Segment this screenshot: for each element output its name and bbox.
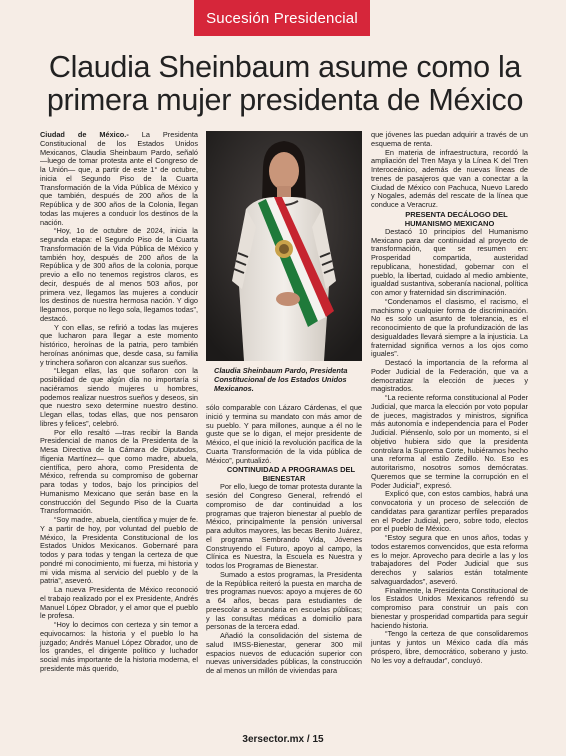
paragraph: Explicó que, con estos cambios, habrá una convocatoria y un proceso de selección de candidatas para garantizar perfiles preparados en el Poder Judicial, pero, sobre todo, electos por el pueblo de México. <box>371 489 528 534</box>
headline: Claudia Sheinbaum asume como la primera mujer presidenta de México <box>46 50 524 117</box>
paragraph: Destacó 10 principios del Humanismo Mexicano para dar continuidad al proyecto de transformación, que se resumen en: Prosperidad compartida, austeridad republicana, honestidad, gobernar con el pueblo, la libertad, cuidado al medio ambiente, igualdad sustantiva, soberanía nacional, política con amor y fraternidad sin discriminación. <box>371 226 528 297</box>
paragraph: Por ello resaltó —tras recibir la Banda Presidencial de manos de la Presidenta de la Mesa Directiva de la Cámara de Diputados, Ifigenia Martínez— que como madre, abuela, científica, pero ahora, como Presidenta de México, refrenda su compromiso de gobernar para todas y todos, bajo los principios del Humanismo Mexicano que serán base en la construcción del Segundo Piso de la Cuarta Transformación. <box>40 427 198 516</box>
paragraph: que jóvenes las puedan adquirir a través de un esquema de renta. <box>371 130 528 148</box>
paragraph: “La reciente reforma constitucional al Poder Judicial, que marca la elección por voto popular de jueces, magistrados y ministros, significa más autonomía e independencia para el Poder Judicial. Piénsenlo, solo por un momento, si el objetivo hubiera sido que la presidenta controlara la Suprema Corte, hubiéramos hecho una reforma al estilo Zedillo. No. Eso es autoritarismo, nosotros somos demócratas. Queremos que se termine la corrupción en el Poder Judicial”, expresó. <box>371 393 528 490</box>
paragraph <box>40 131 198 227</box>
dateline: Ciudad de México.- <box>40 130 129 139</box>
subheading: PRESENTA DECÁLOGO DEL HUMANISMO MEXICANO <box>404 209 508 228</box>
paragraph: Finalmente, la Presidenta Constitucional de los Estados Unidos Mexicanos refrendó su compromiso para construir un país con bienestar y prosperidad compartida para seguir haciendo historia. <box>371 585 528 630</box>
paragraph: Añadió la consolidación del sistema de salud IMSS-Bienestar, generar 300 mil espacios nuevos de educación superior con nuevas universidades públicas, la construcción de al menos un millón de viviendas para <box>206 631 362 675</box>
paragraph: Por ello, luego de tomar protesta durante la sesión del Congreso General, refrendó el compromiso de dar continuidad a los programas que trajeron bienestar al pueblo de México, principalmente la pensión universal para adultos mayores, las becas Benito Juárez, el programa Sembrando Vida, Jóvenes Construyendo el Futuro, apoyo al campo, la Clínica es Nuestra, la Escuela es Nuestra y todos los Programas de Bienestar. <box>206 482 362 570</box>
paragraph: “Tengo la certeza de que consolidaremos juntas y juntos un México cada día más próspero, libre, democrático, soberano y justo. No les voy a defraudar”, concluyó. <box>371 629 528 665</box>
subheading: CONTINUIDAD A PROGRAMAS DEL BIENESTAR <box>226 465 356 484</box>
paragraph: “Llegan ellas, las que soñaron con la posibilidad de que algún día no importaría si naciéramos siendo mujeres u hombres, podemos realizar nuestros sueños y deseos, sin que nuestro sexo determine nuestro destino. Llegan ellas, todas ellas, que nos pensaron libres y felices”, celebró. <box>40 366 198 428</box>
paragraph: Destacó la importancia de la reforma al Poder Judicial de la Federación, que va a democratizar la elección de jueces y magistrados. <box>371 358 528 394</box>
article-column-2 <box>206 404 362 676</box>
photo-caption: Claudia Sheinbaum Pardo, Presidenta Constitucional de los Estados Unidos Mexicanos. <box>214 366 348 393</box>
paragraph-text: La Presidenta Constitucional de los Estados Unidos Mexicanos, Claudia Sheinbaum Pardo, señaló —luego de tomar protesta ante el Congreso de la Unión— que, a partir de este 1° de octubre, inicia el Segundo Piso de la Cuarta Transformación de la Vida Pública de México y que también, después de 200 años de la República y de 300 años de la Colonia, llegan todas las mujeres a conducir los destinos de la nación. <box>40 130 198 227</box>
paragraph: En materia de infraestructura, recordó la ampliación del Tren Maya y la Línea K del Tren Interoceánico, además de nuevas líneas de trenes de pasajeros que van a conectar a la Ciudad de México con Pachuca, Nuevo Laredo y Nogales, además del rescate de la línea que conduce a Veracruz. <box>371 147 528 209</box>
portrait-illustration <box>206 131 362 361</box>
paragraph: sólo comparable con Lázaro Cárdenas, el que inició y termina su mandato con más amor de su pueblo. Y para millones, aunque a él no le guste que se lo digan, el mejor presidente de México, el que inició la revolución pacífica de la Cuarta Transformación de la vida pública de México”, puntualizó. <box>206 403 362 465</box>
paragraph: “Hoy, 1o de octubre de 2024, inicia la segunda etapa: el Segundo Piso de la Cuarta Transformación de la Vida Pública de México y también hoy, después de 200 años de la República y de 300 años de la colonia, porque previo a ello no tenemos registros claros, es decir, después de al menos 503 años, por primera vez, llegamos las mujeres a conducir los destinos de nuestra hermosa nación. Y digo llegamos, porque no llego sola, llegamos todas”, destacó. <box>40 226 198 323</box>
paragraph: “Condenamos el clasismo, el racismo, el machismo y cualquier forma de discriminación. No es solo un asunto de tolerancia, es el reconocimiento de que la profundización de las desigualdades llevará siempre a la injusticia. La fraternidad significa vernos a los ojos como iguales”. <box>371 296 528 359</box>
paragraph: Sumado a estos programas, la Presidenta de la República reiteró la puesta en marcha de tres programas nuevos: apoyo a mujeres de 60 a 64 años, becas para estudiantes de preescolar a secundaria en escuelas públicas; y las consultas médicas a domicilio para personas de la tercera edad. <box>206 569 362 632</box>
article-column-1 <box>40 131 198 674</box>
paragraph: “Hoy lo decimos con certeza y sin temor a equivocarnos: la historia y el pueblo lo ha juzgado; Andrés Manuel López Obrador, uno de los grandes, el dirigente político y luchador social más importante de la historia moderna, el presidente más querido, <box>40 620 198 673</box>
paragraph: La nueva Presidenta de México reconoció el trabajo realizado por el ex Presidente, Andrés Manuel López Obrador, y el amor que el pueblo le profesa. <box>40 585 198 621</box>
president-photo <box>206 131 362 361</box>
paragraph: “Estoy segura que en unos años, todas y todos estaremos convencidos, que esta reforma es lo mejor. Aprovecho para decirle a las y los trabajadores del Poder Judicial que sus derechos y salarios están totalmente salvaguardados”, aseveró. <box>371 533 528 586</box>
section-tag: Sucesión Presidencial <box>194 0 370 36</box>
article-column-3 <box>371 131 528 665</box>
paragraph: “Soy madre, abuela, científica y mujer de fe. Y a partir de hoy, por voluntad del pueblo de México, la Presidenta Constitucional de los Estados Unidos Mexicanos. Gobernaré para todos y para todas y tengan la certeza de que pondré mi conocimiento, mi fuerza, mi historia y mi vida misma al servicio del pueblo y de la patria”, aseveró. <box>40 515 198 586</box>
page-footer: 3ersector.mx / 15 <box>242 734 324 745</box>
paragraph: Y con ellas, se refirió a todas las mujeres que lucharon para llegar a este momento histórico, heroínas de la patria, pero también heroínas anónimas que, desde casa, su familia y trinchera soñaron con alcanzar sus sueños. <box>40 322 198 367</box>
